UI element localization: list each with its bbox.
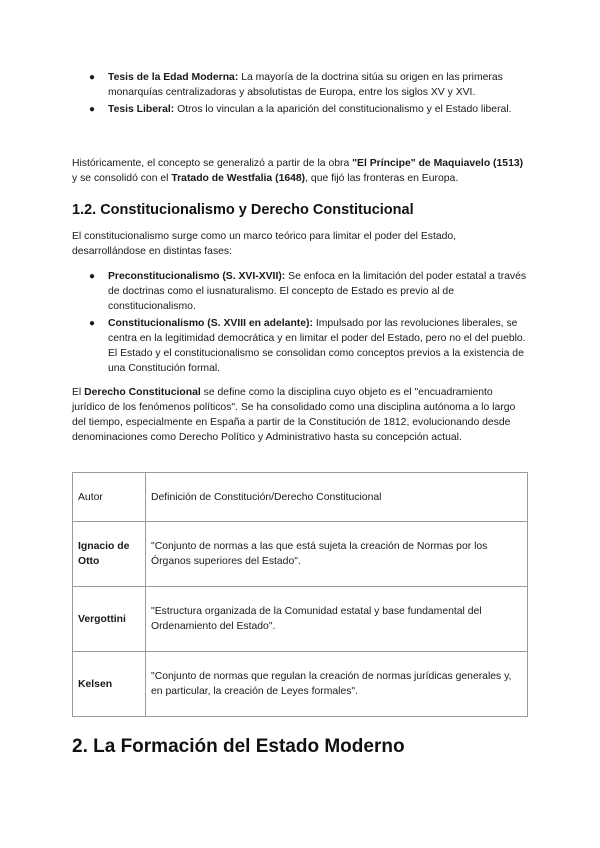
bullet-icon: ● bbox=[89, 72, 96, 83]
intro-paragraph: El constitucionalismo surge como un marco teórico para limitar el poder del Estado, desarrollándose en distintas fases: bbox=[72, 231, 457, 257]
derecho-bold: Derecho Constitucional bbox=[84, 387, 201, 398]
subsection-title: 1.2. Constitucionalismo y Derecho Constitucional bbox=[72, 202, 414, 218]
bullet-label: Tesis de la Edad Moderna: bbox=[108, 72, 239, 83]
bullet-icon: ● bbox=[89, 104, 96, 115]
author-cell: Vergottini bbox=[73, 587, 146, 652]
bullet-text: La mayoría de la doctrina sitúa su origen en las primeras monarquías centralizadoras y absolutistas de Europa, entre los siglos XV y XVI. bbox=[108, 72, 503, 98]
bullet-label: Constitucionalismo (S. XVIII en adelante): bbox=[108, 318, 313, 329]
origin-theses-list bbox=[72, 70, 528, 119]
list-item bbox=[72, 269, 528, 314]
historic-text-1: Históricamente, el concepto se generalizó a partir de la obra bbox=[72, 158, 353, 169]
derecho-paragraph bbox=[72, 385, 528, 445]
author-cell: Kelsen bbox=[73, 652, 146, 717]
historic-bold-2: Tratado de Westfalia (1648) bbox=[171, 173, 306, 184]
bullet-label: Preconstitucionalismo (S. XVI-XVII): bbox=[108, 271, 286, 282]
author-cell: Ignacio de Otto bbox=[73, 522, 146, 587]
table-row bbox=[73, 652, 528, 717]
list-item bbox=[72, 102, 528, 117]
bullet-text: Otros lo vinculan a la aparición del constitucionalismo y el Estado liberal. bbox=[174, 104, 512, 115]
bullet-text: Se enfoca en la limitación del poder estatal a través de doctrinas como el iusnaturalismo. El concepto de Estado es previo al de constitucionalismo. bbox=[108, 271, 527, 312]
historic-text-3: , que fijó las fronteras en Europa. bbox=[305, 173, 459, 184]
table-row bbox=[73, 587, 528, 652]
definition-cell: "Estructura organizada de la Comunidad estatal y base fundamental del Ordenamiento del Estado". bbox=[146, 587, 528, 652]
derecho-text-1: El bbox=[72, 387, 85, 398]
bullet-icon: ● bbox=[89, 318, 96, 329]
header-author: Autor bbox=[73, 473, 146, 522]
list-item bbox=[72, 316, 528, 376]
section-title: 2. La Formación del Estado Moderno bbox=[72, 736, 405, 757]
definition-cell: "Conjunto de normas a las que está sujeta la creación de Normas por los Órganos superiores del Estado". bbox=[146, 522, 528, 587]
list-item bbox=[72, 70, 528, 100]
table-row bbox=[73, 522, 528, 587]
bullet-label: Tesis Liberal: bbox=[108, 104, 175, 115]
derecho-text-2: se define como la disciplina cuyo objeto es el "encuadramiento jurídico de los fenómenos políticos". Se ha consolidado como una disciplina autónoma a lo largo del tiempo, especialmente en España a partir de la Constitución de 1812, evolucionando desde denominaciones como Derecho Político y Administrativo hasta su concepción actual. bbox=[72, 387, 516, 443]
historic-text-2: y se consolidó con el bbox=[72, 173, 172, 184]
table-header-row bbox=[73, 473, 528, 522]
historic-paragraph bbox=[72, 156, 528, 186]
bullet-text: Impulsado por las revoluciones liberales, se centra en la legitimidad democrática y en limitar el poder del Estado, pero no el del pueblo. El Estado y el constitucionalismo se consolidan como conceptos previos a la existencia de una Constitución formal. bbox=[108, 318, 526, 374]
definitions-table bbox=[72, 472, 528, 717]
phases-list bbox=[72, 269, 528, 378]
header-definition: Definición de Constitución/Derecho Constitucional bbox=[146, 473, 528, 522]
definition-cell: "Conjunto de normas que regulan la creación de normas jurídicas generales y, en particular, la creación de Leyes formales". bbox=[146, 652, 528, 717]
bullet-icon: ● bbox=[89, 271, 96, 282]
historic-bold-1: "El Príncipe" de Maquiavelo (1513) bbox=[352, 158, 524, 169]
